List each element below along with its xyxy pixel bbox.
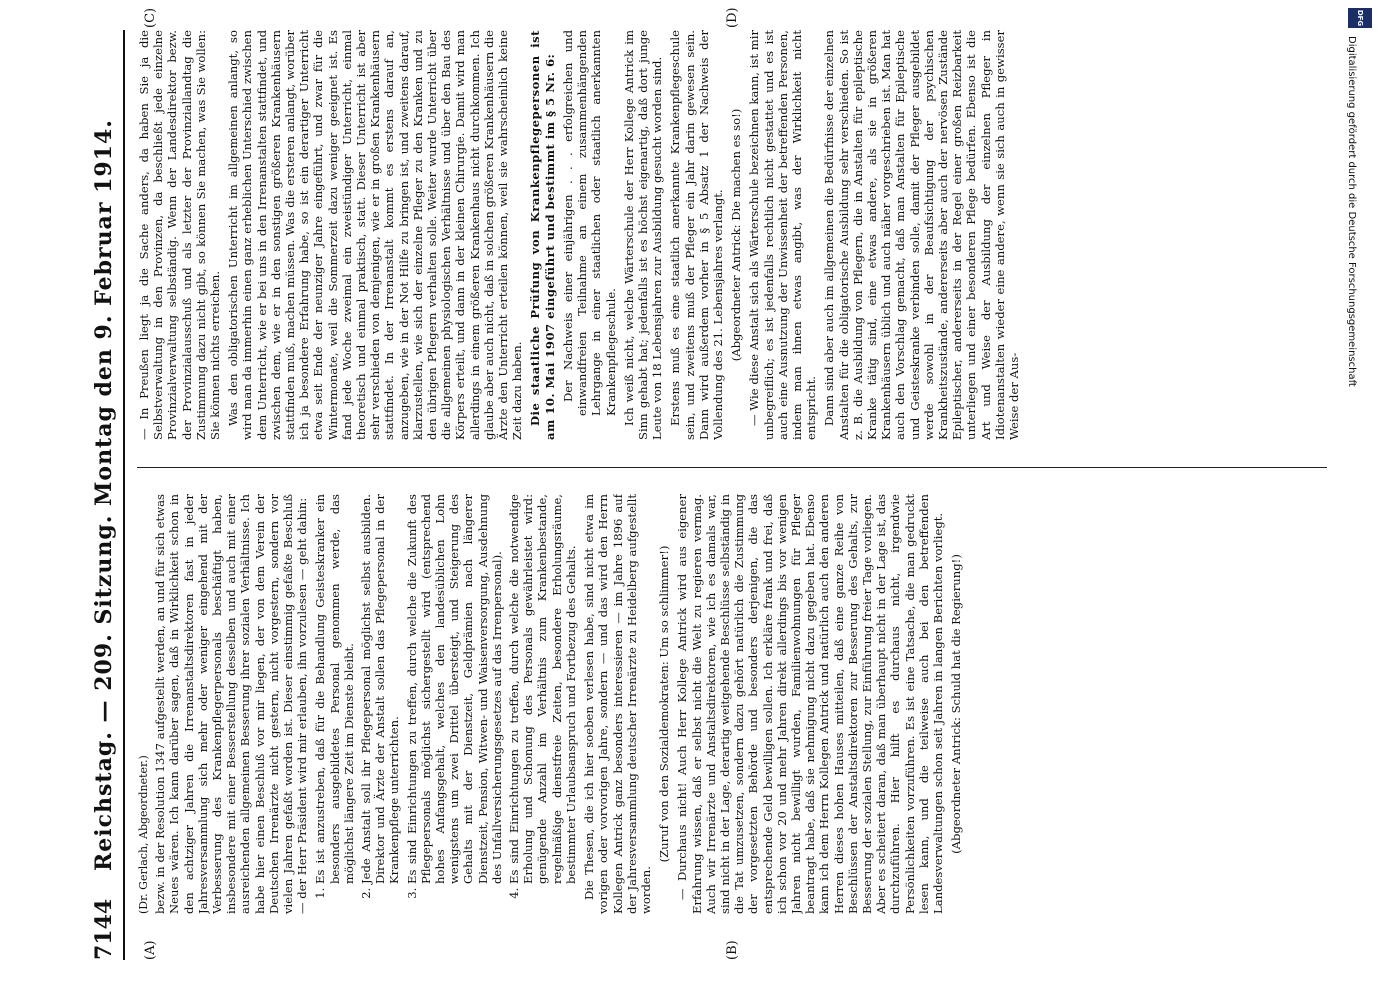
page-header (83, 30, 125, 960)
page-title: Reichstag. — 209. Sitzung. Montag den 9. Februar 1914. (91, 119, 117, 871)
paragraph: Ich weiß nicht, welche Wärterschule der Herr Kollege Antrick im Sinn gehabt hat; jedenfalls ist es höchst eigenartig, daß dort junge Leute von 18 Lebensjahren zur Ausbildung gesucht worden sind. (621, 30, 665, 440)
interjection: (Abgeordneter Antrick: Die machen es so!) (729, 108, 744, 362)
paragraph: — Durchaus nicht! Auch Herr Kollege Antrick wird aus eigener Erfahrung wissen, daß er selbst nicht die Welt zu regieren vermag. Auch wir Irrenärzte und Anstaltsdirektoren, wie ich es damals war, sind nicht in der Lage, derartig weitgehende Beschlüsse selbständig in die Tat umzusetzen, sondern dazu gehört natürlich die Zustimmung der vorgesetzten Behörde und besonders derjenigen, die das entsprechende Geld bewilligen sollen. Ich erkläre frank und frei, daß ich schon vor 20 und mehr Jahren direkt allerdings bis vor wenigen Jahren nicht bewilligt wurden, Familienwohnungen für Pfleger beantragt habe, daß sie nehmigung nicht dazu gegeben hat. Ebenso kann ich dem Herrn Kollegen Antrick und natürlich auch den anderen Herren dieses hohen Hauses mitteilen, daß eine ganze Reihe von Beschlüssen der Anstaltsdirektoren zur Besserung des Gehalts, zur Besserung der sozialen Stellung, zur Einführung freier Tage vorliegen. Aber es scheitert daran, daß man überhaupt nicht in der Lage ist, das durchzuführen. Hier hilft es durchaus nicht, irgendwie Persönlichkeiten vorzuführen. Es ist eine Tatsache, die man gedruckt lesen kann, und die teilweise auch bei den betreffenden Landesverwaltungen schon seit Jahren in langen Berichten vorliegt. (675, 494, 945, 914)
interjection: (Zuruf von den Sozialdemokraten: Um so schlimmer!) (657, 545, 672, 863)
page-number: 7144 (91, 898, 117, 960)
list-item: 2. Jede Anstalt soll ihr Pflegepersonal möglichst selbst ausbilden. Direktor und Ärzte der Anstalt sollen das Pflegepersonal in der Krankenpflege unterrichten. (359, 494, 402, 884)
speaker-label: (Dr. Gerlach, Abgeordneter.) (137, 755, 150, 914)
resolution-list (313, 494, 578, 914)
left-column (137, 494, 1327, 914)
paragraph: Erstens muß es eine staatlich anerkannte Krankenpflegeschule sein, und zweitens muß der Pfleger ein Jahr darin gewesen sein. Dann wird außerdem vorher in § 5 Absatz 1 der Nachweis der Vollendung des 21. Lebensjahres verlangt. (668, 30, 725, 440)
paragraph: bezw. in der Resolution 1347 aufgestellt werden, an und für sich etwas Neues wären. Ich kann darüber sagen, daß in Wirklichkeit schon in den achtziger Jahren die Irrenanstaltsdirektoren fast in jeder Jahresversammlung sich mehr oder weniger eingehend mit der Verbesserung des Krankenpflegerpersonals beschäftigt haben, insbesondere mit einer Besserstellung desselben und auch mit einer ausreichenden allgemeinen Besserung ihrer sozialen Verhältnisse. Ich habe hier einen Beschluß vor mir liegen, der von dem Verein der Deutschen Irrenärzte nicht gestern, nicht vorgestern, sondern vor vielen Jahren gefaßt worden ist. Dieser einstimmig gefaßte Beschluß — der Herr Präsident wird mir erlauben, ihn vorzulesen — geht dahin: (153, 494, 310, 914)
margin-mark-c: (C) (143, 7, 158, 28)
list-item: 3. Es sind Einrichtungen zu treffen, durch welche die Zukunft des Pflegepersonals möglichst sichergestellt wird (entsprechend hohes Anfangsgehalt, welches den landesüblichen Lohn wenigstens um zwei Drittel übersteigt, und Steigerung des Gehalts mit der Dienstzeit, Geldprämien nach längerer Dienstzeit, Pension, Witwen- und Waisenversorgung, Ausdehnung des Unfallversicherungsgesetzes auf das Irrenpersonal). (405, 494, 504, 884)
credit-text: Digitalisierung gefördert durch die Deutsche Forschungsgemeinschaft (1346, 36, 1357, 387)
paragraph: Die staatliche Prüfung von Krankenpflegepersonen ist am 10. Mai 1907 eingeführt und bestimmt im § 5 Nr. 6: (528, 30, 557, 440)
margin-mark-d: (D) (725, 7, 740, 28)
paragraph: — In Preußen liegt ja die Sache anders, da haben Sie ja die Selbstverwaltung in den Provinzen, da beschließt jede einzelne Provinzialverwaltung selbständig. Wenn der Landesdirektor bezw. der Provinzialausschuß und als letzter der Provinziallandtag die Zustimmung dazu nicht gibt, so können Sie machen, was Sie wollen: Sie können nichts erreichen. (137, 30, 223, 440)
list-item: 4. Es sind Einrichtungen zu treffen, durch welche die notwendige Erholung und Schonung des Personals gewährleistet wird: genügende Anzahl im Verhältnis zum Krankenbestande, regelmäßige dienstfreie Zeiten, besondere Erholungsräume, bestimmter Urlaubsanspruch und Fortbezug des Gehalts. (507, 494, 578, 884)
paragraph: Was den obligatorischen Unterricht im allgemeinen anlangt, so wird man da immerhin einen ganz erheblichen Unterschied zwischen dem Unterricht, wie er bei uns in den Irrenanstalten stattfindet, und zwischen dem, wie er in den sonstigen größeren Krankenhäusern stattfinden muß, machen müssen. Was die ersteren anlangt, worüber ich ja besondere Erfahrung habe, so ist ein derartiger Unterricht etwa seit Ende der neunziger Jahre eingeführt, und zwar für die Wintermonate, weil die Sommerzeit dazu weniger geeignet ist. Es fand jede Woche zweimal ein zweistündiger Unterricht, einmal theoretisch und einmal praktisch, statt. Dieser Unterricht ist aber sehr verschieden von demjenigen, wie er in großen Krankenhäusern stattfindet. In der Irrenanstalt kommt es erstens darauf an, anzugeben, wie in der Not Hilfe zu bringen ist, und zweitens darauf, klarzustellen, wie sich der einzelne Pfleger zu den Kranken und zu den übrigen Pflegern verhalten solle. Weiter wurde Unterricht über die allgemeinen physiologischen Verhältnisse und über den Bau des Körpers erteilt, und dann in der kleinen Chirurgie. Damit wird man allerdings in einem größeren Krankenhaus nicht durchkommen. Ich glaube aber auch nicht, daß in solchen größeren Krankenhäusern die Ärzte den Unterricht erteilen können, weil sie wahrscheinlich keine Zeit dazu haben. (226, 30, 525, 440)
paragraph: Dann sind aber auch im allgemeinen die Bedürfnisse der einzelnen Anstalten für die obligatorische Ausbildung sehr verschieden. So ist z. B. die Ausbildung von Pflegern, die in Anstalten für epileptische Kranke tätig sind, eine etwas andere, als sie in größeren Krankenhäusern üblich und auch näher vorgeschrieben ist. Man hat auch den Vorschlag gemacht, daß man Anstalten für Epileptische und Geisteskranke verbinden solle, damit der Pfleger ausgebildet werde sowohl in der Beaufsichtigung der psychischen Krankheitszustände, andererseits aber auch der nervösen Zustände Epileptischer, andererseits in der Regel einer großen Reizbarkeit unterliegen und einer besonderen Pflege bedürfen. Ebenso ist die Art und Weise der Ausbildung der einzelnen Pfleger in Idiotenanstalten wieder eine andere, wenn sie sich auch in gewisser Weise der Aus- (822, 30, 1021, 440)
margin-mark-a: (A) (143, 940, 158, 960)
right-column (137, 30, 1327, 440)
scanned-page (25, 0, 1355, 1000)
list-item: 1. Es ist anzustreben, daß für die Behandlung Geisteskranker ein besonders ausgebildetes Personal genommen werde, das möglichst längere Zeit im Dienste bleibt. (313, 494, 356, 884)
dfg-logo-icon: DFG (1348, 8, 1372, 28)
quotation: Der Nachweis einer einjährigen . . . erfolgreichen und einwandfreien Teilnahme an einem zusammenhängenden Lehrgange in einer staatlichen oder staatlich anerkannten Krankenpflegeschule. (560, 30, 618, 416)
paragraph: — Wie diese Anstalt sich als Wärterschule bezeichnen kann, ist mir unbegreiflich; es ist jedenfalls rechtlich nicht gestattet und es ist auch eine Ausnutzung der Unwissenheit der betreffenden Personen, indem man ihnen etwas angibt, was der Wirklichkeit nicht entspricht. (747, 30, 819, 440)
interjection: (Abgeordneter Antrick: Schuld hat die Regierung!) (949, 554, 964, 854)
column-divider (137, 467, 1327, 468)
digitization-credit (1344, 0, 1380, 1000)
paragraph: Die Thesen, die ich hier soeben verlesen habe, sind nicht etwa im vorigen oder vorvorigen Jahre, sondern — und das wird den Herrn Kollegen Antrick ganz besonders interessieren — im Jahre 1896 auf der Jahresversammlung deutscher Irrenärzte zu Heidelberg aufgestellt worden. (582, 494, 653, 914)
margin-mark-b: (B) (725, 940, 740, 960)
